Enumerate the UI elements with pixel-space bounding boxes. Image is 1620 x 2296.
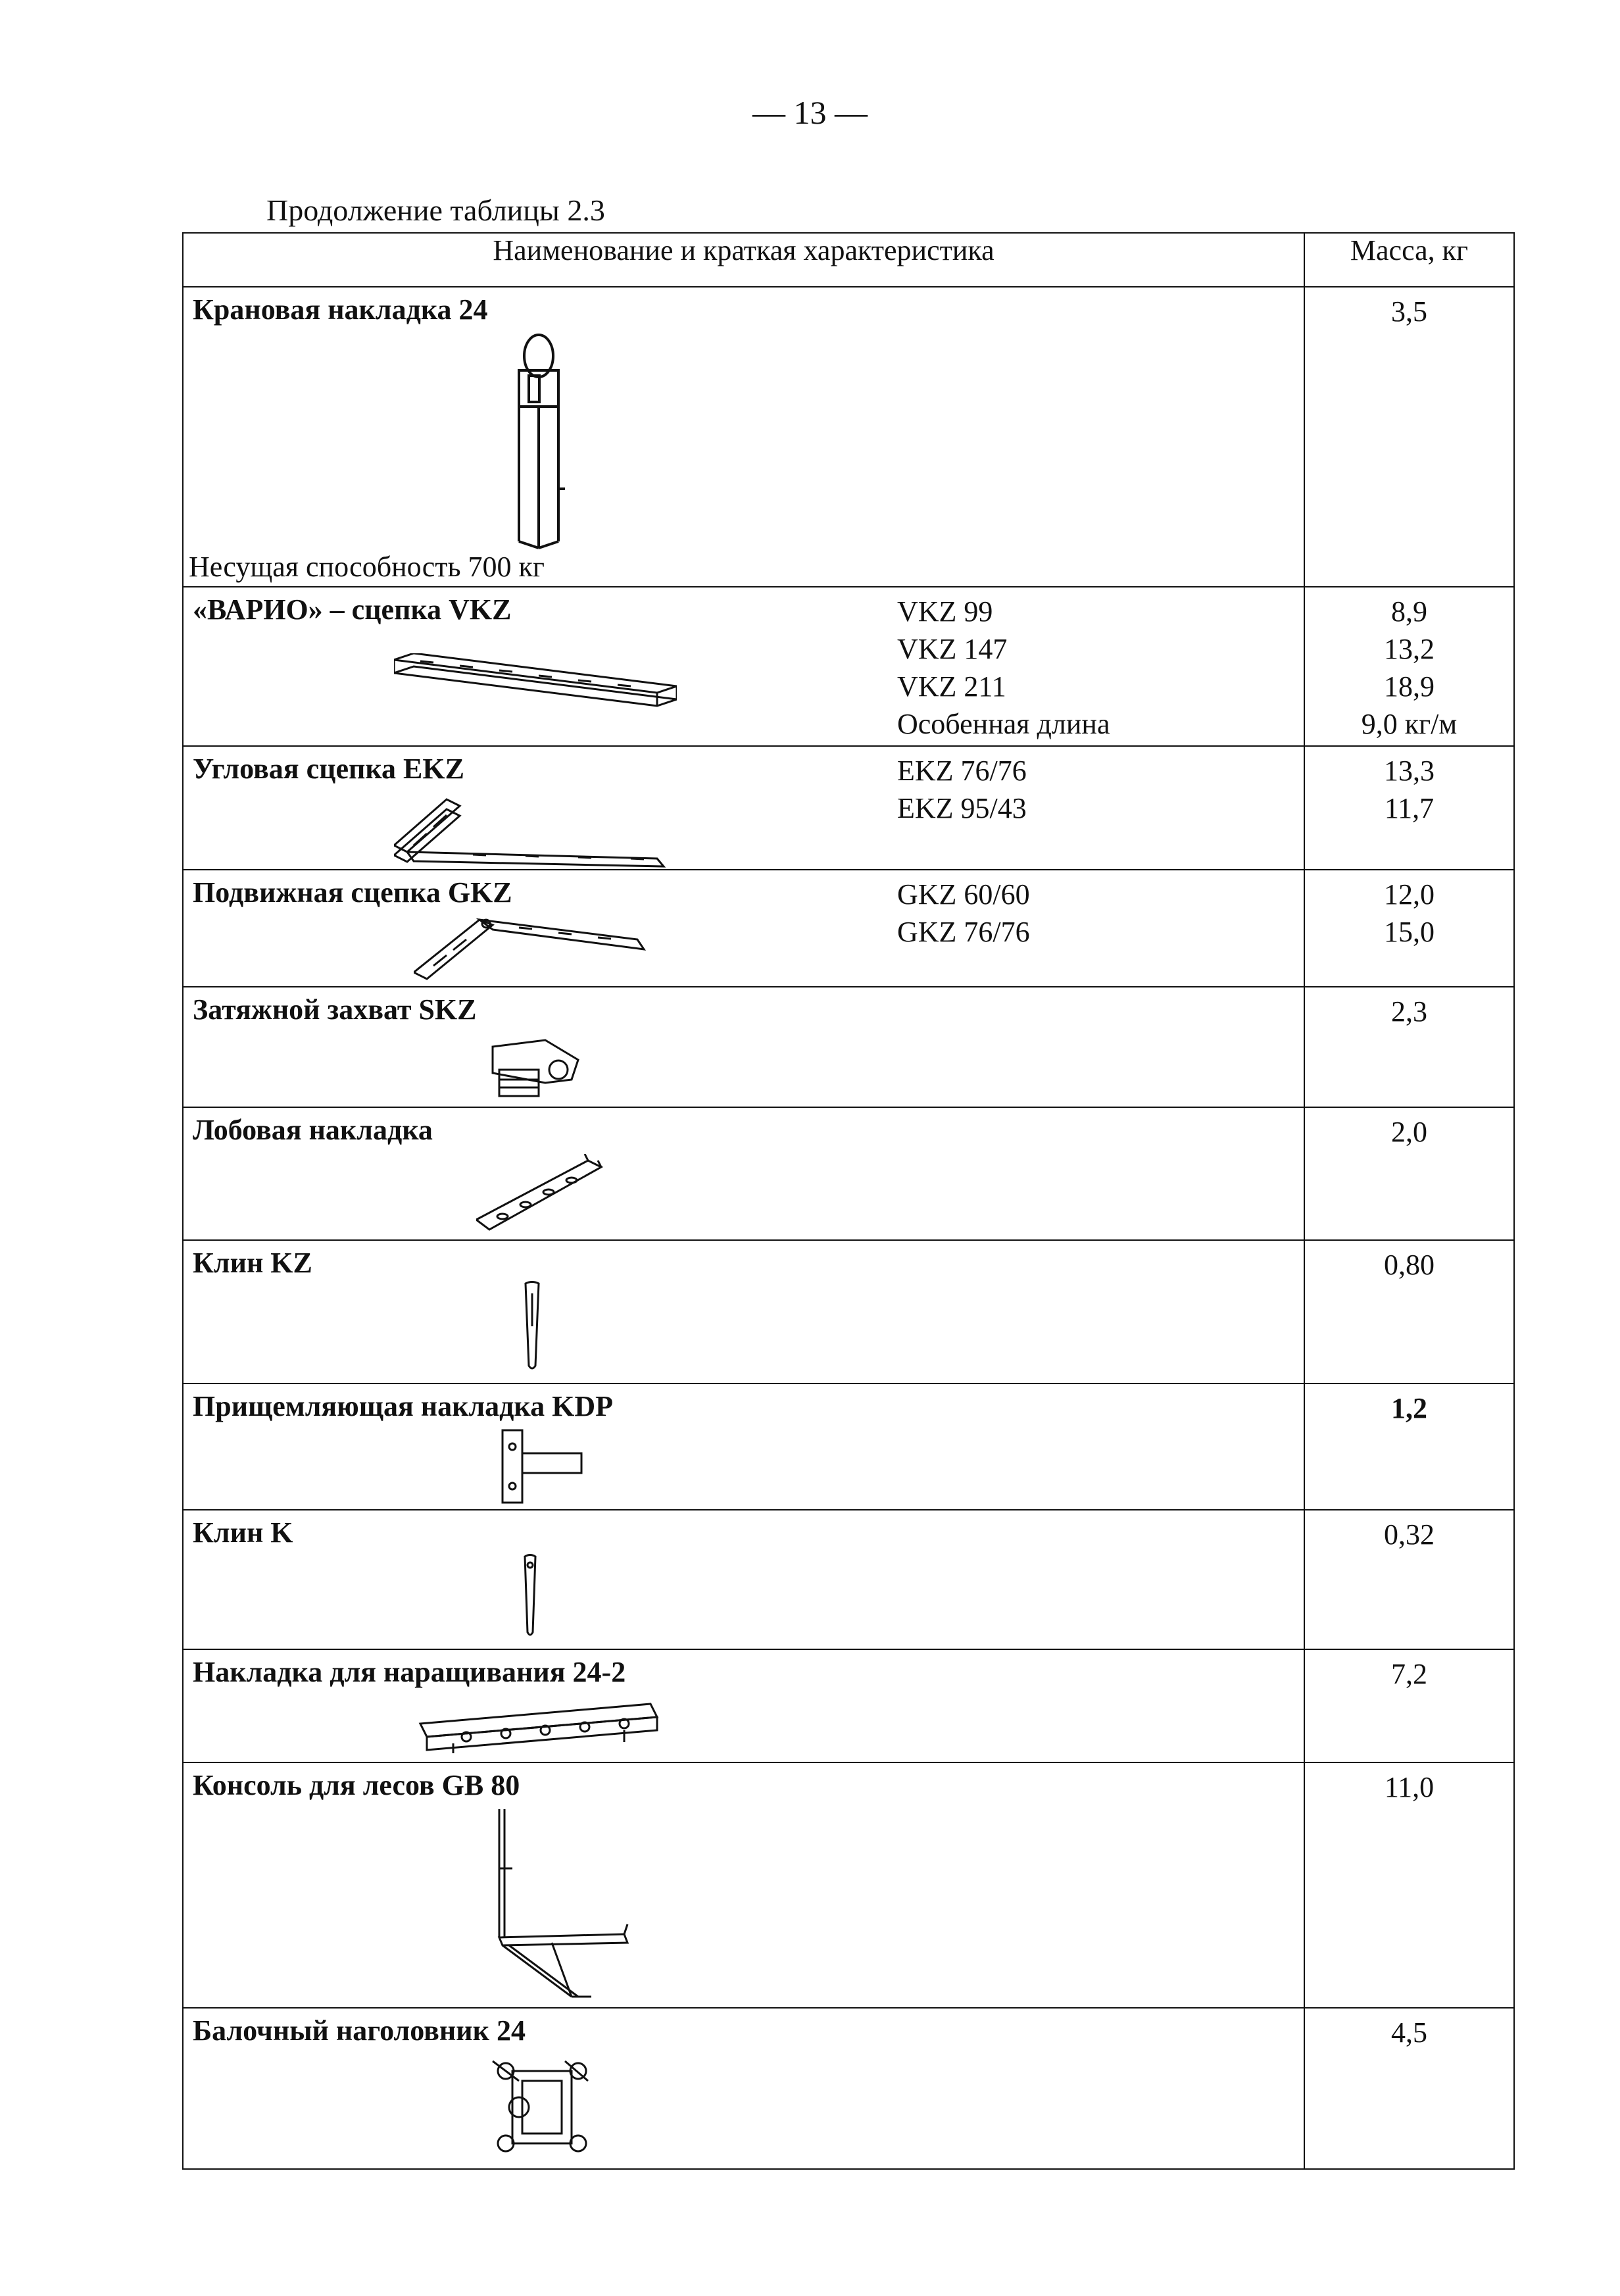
model-label: GKZ 76/76 <box>897 916 1030 948</box>
name-cell <box>183 1649 1304 1762</box>
mass-cell <box>1304 1107 1514 1240</box>
table-row <box>183 587 1514 746</box>
item-title: Балочный наголовник 24 <box>193 2014 526 2047</box>
model-label: VKZ 147 <box>897 633 1008 665</box>
mass-value: 2,0 <box>1391 1116 1427 1148</box>
table-header-row <box>183 233 1514 287</box>
header-mass: Масса, кг <box>1304 233 1514 287</box>
item-title: Консоль для лесов GB 80 <box>193 1769 520 1801</box>
table-row <box>183 1107 1514 1240</box>
mass-cell <box>1304 870 1514 987</box>
models-list <box>897 752 1027 827</box>
clamping-plate-icon <box>496 1427 588 1506</box>
table-row <box>183 2008 1514 2169</box>
table-caption: Продолжение таблицы 2.3 <box>266 193 605 227</box>
table-row <box>183 1510 1514 1649</box>
mass-value: 12,0 <box>1384 878 1435 911</box>
models-list <box>897 876 1030 951</box>
mass-cell <box>1304 1240 1514 1384</box>
item-note: Несущая способность 700 кг <box>189 551 545 583</box>
name-cell <box>183 987 1304 1107</box>
tension-clamp-icon <box>486 1034 585 1099</box>
item-title: Подвижная сцепка GKZ <box>193 876 512 909</box>
table-row <box>183 1762 1514 2008</box>
name-cell <box>183 1107 1304 1240</box>
model-label: GKZ 60/60 <box>897 878 1030 911</box>
model-label: EKZ 95/43 <box>897 792 1027 824</box>
name-cell <box>183 287 1304 587</box>
crane-plate-icon <box>499 331 578 555</box>
header-name: Наименование и краткая характеристика <box>183 233 1304 287</box>
name-cell <box>183 587 1304 746</box>
mass-value: 4,5 <box>1391 2016 1427 2049</box>
page-number: — 13 — <box>752 94 868 131</box>
table-row <box>183 1384 1514 1510</box>
mass-cell <box>1304 1762 1514 2008</box>
table-row <box>183 870 1514 987</box>
mass-value: 11,0 <box>1384 1771 1435 1803</box>
model-label: VKZ 211 <box>897 670 1006 703</box>
mass-cell <box>1304 287 1514 587</box>
mass-value: 2,3 <box>1391 995 1427 1028</box>
mass-cell <box>1304 2008 1514 2169</box>
table-row <box>183 287 1514 587</box>
table-row <box>183 1649 1514 1762</box>
table-row <box>183 746 1514 870</box>
item-title: Прищемляющая накладка KDP <box>193 1390 613 1422</box>
mass-cell <box>1304 1649 1514 1762</box>
item-title: Угловая сцепка EKZ <box>193 753 464 785</box>
wedge-kz-icon <box>516 1280 549 1372</box>
table-row <box>183 987 1514 1107</box>
mass-cell <box>1304 746 1514 870</box>
beam-head-icon <box>479 2051 591 2157</box>
name-cell <box>183 746 1304 870</box>
name-cell <box>183 2008 1304 2169</box>
item-title: Крановая накладка 24 <box>193 293 488 326</box>
mass-value: 11,7 <box>1384 792 1435 824</box>
mass-value: 18,9 <box>1384 670 1435 703</box>
mass-value: 13,2 <box>1384 633 1435 665</box>
model-label: EKZ 76/76 <box>897 755 1027 787</box>
wedge-k-icon <box>517 1553 543 1639</box>
mass-value: 15,0 <box>1384 916 1435 948</box>
item-title: Клин KZ <box>193 1247 312 1279</box>
item-title: Клин K <box>193 1516 293 1549</box>
mass-value: 13,3 <box>1384 755 1435 787</box>
name-cell <box>183 1240 1304 1384</box>
mass-value: 7,2 <box>1391 1658 1427 1690</box>
front-plate-icon <box>476 1154 608 1233</box>
name-cell <box>183 870 1304 987</box>
item-title: Накладка для наращивания 24-2 <box>193 1656 626 1688</box>
models-list <box>897 593 1110 743</box>
extension-plate-icon <box>414 1691 664 1757</box>
mass-cell <box>1304 987 1514 1107</box>
parts-table <box>182 232 1515 2170</box>
name-cell <box>183 1384 1304 1510</box>
mass-value: 0,32 <box>1384 1518 1435 1551</box>
mass-value: 8,9 <box>1391 595 1427 628</box>
item-title: Лобовая накладка <box>193 1114 433 1146</box>
name-cell <box>183 1510 1304 1649</box>
scaffold-bracket-icon <box>473 1806 644 2003</box>
mass-value: 0,80 <box>1384 1249 1435 1281</box>
mass-cell <box>1304 587 1514 746</box>
corner-coupling-icon <box>394 793 670 872</box>
mass-cell <box>1304 1384 1514 1510</box>
mass-value: 3,5 <box>1391 295 1427 328</box>
mass-cell <box>1304 1510 1514 1649</box>
movable-coupling-icon <box>414 913 650 986</box>
table-row <box>183 1240 1514 1384</box>
mass-value: 9,0 кг/м <box>1361 708 1458 740</box>
item-title: Затяжной захват SKZ <box>193 993 477 1026</box>
model-label: Особенная длина <box>897 708 1110 740</box>
mass-value: 1,2 <box>1391 1392 1427 1424</box>
vario-coupling-icon <box>394 653 677 712</box>
name-cell <box>183 1762 1304 2008</box>
item-title: «ВАРИО» – сцепка VKZ <box>193 593 512 626</box>
model-label: VKZ 99 <box>897 595 993 628</box>
